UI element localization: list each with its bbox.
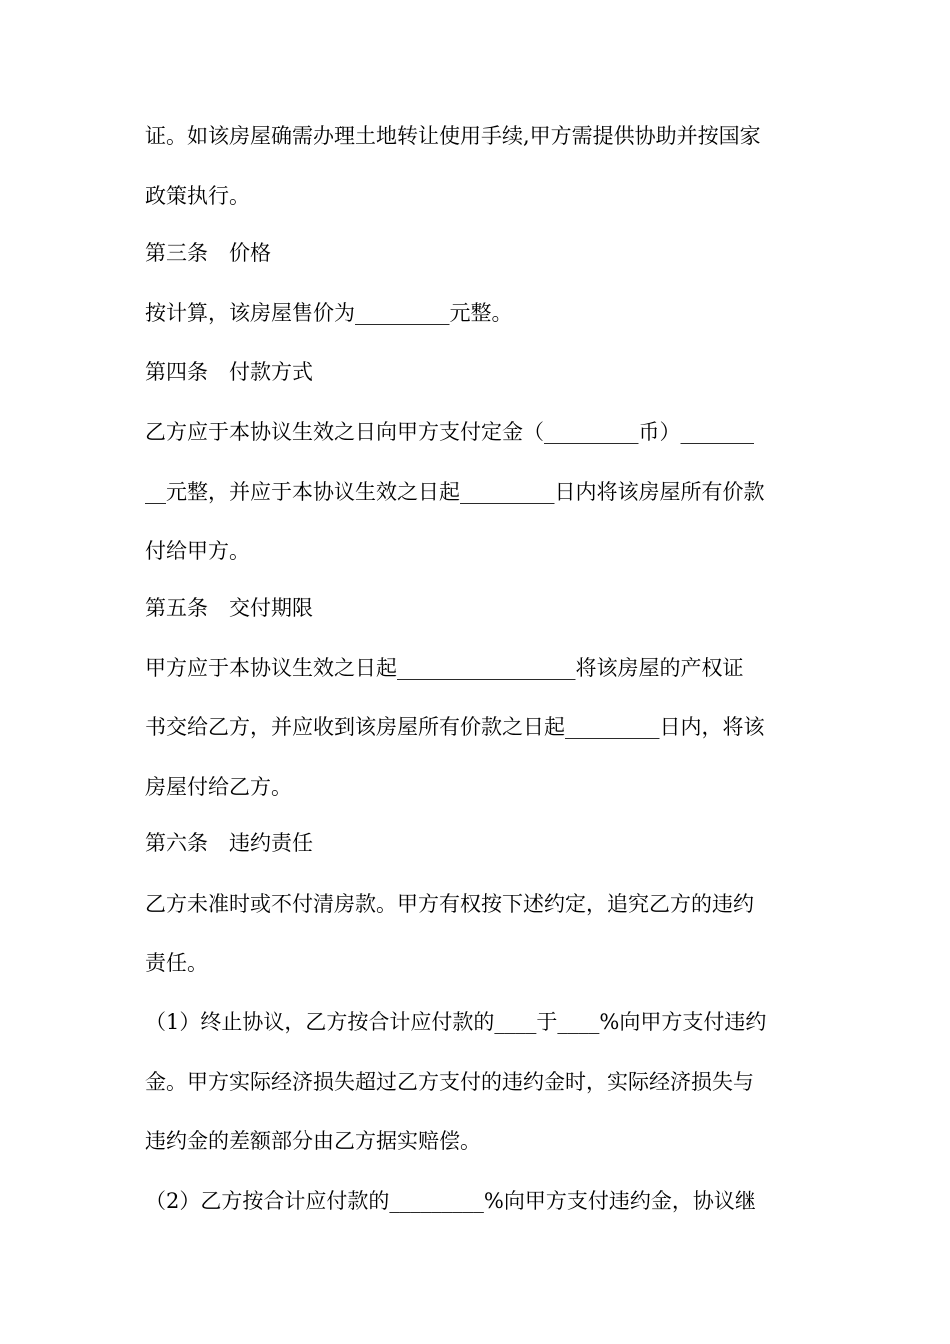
- text-line: 书交给乙方，并应收到该房屋所有价款之日起_________日内，将该: [145, 715, 765, 739]
- text-line: __元整，并应于本协议生效之日起_________日内将该房屋所有价款: [145, 480, 765, 504]
- text-line: 乙方应于本协议生效之日向甲方支付定金（_________币）_______: [145, 420, 754, 444]
- text-line: 责任。: [145, 951, 208, 975]
- text-line: 政策执行。: [145, 184, 250, 208]
- text-line: （2）乙方按合计应付款的_________%向甲方支付违约金，协议继: [145, 1189, 756, 1213]
- section-heading: 第三条 价格: [145, 241, 271, 265]
- text-line: （1）终止协议，乙方按合计应付款的____于____%向甲方支付违约: [145, 1010, 767, 1034]
- text-line: 房屋付给乙方。: [145, 775, 292, 799]
- section-heading: 第五条 交付期限: [145, 596, 313, 620]
- text-line: 甲方应于本协议生效之日起_________________将该房屋的产权证: [145, 656, 744, 680]
- text-line: 乙方未准时或不付清房款。甲方有权按下述约定，追究乙方的违约: [145, 892, 754, 916]
- text-line: 证。如该房屋确需办理土地转让使用手续,甲方需提供协助并按国家: [145, 124, 761, 148]
- text-line: 付给甲方。: [145, 539, 250, 563]
- text-line: 金。甲方实际经济损失超过乙方支付的违约金时，实际经济损失与: [145, 1070, 754, 1094]
- section-heading: 第四条 付款方式: [145, 360, 313, 384]
- text-line: 违约金的差额部分由乙方据实赔偿。: [145, 1129, 481, 1153]
- section-heading: 第六条 违约责任: [145, 831, 313, 855]
- text-line: 按计算，该房屋售价为_________元整。: [145, 301, 513, 325]
